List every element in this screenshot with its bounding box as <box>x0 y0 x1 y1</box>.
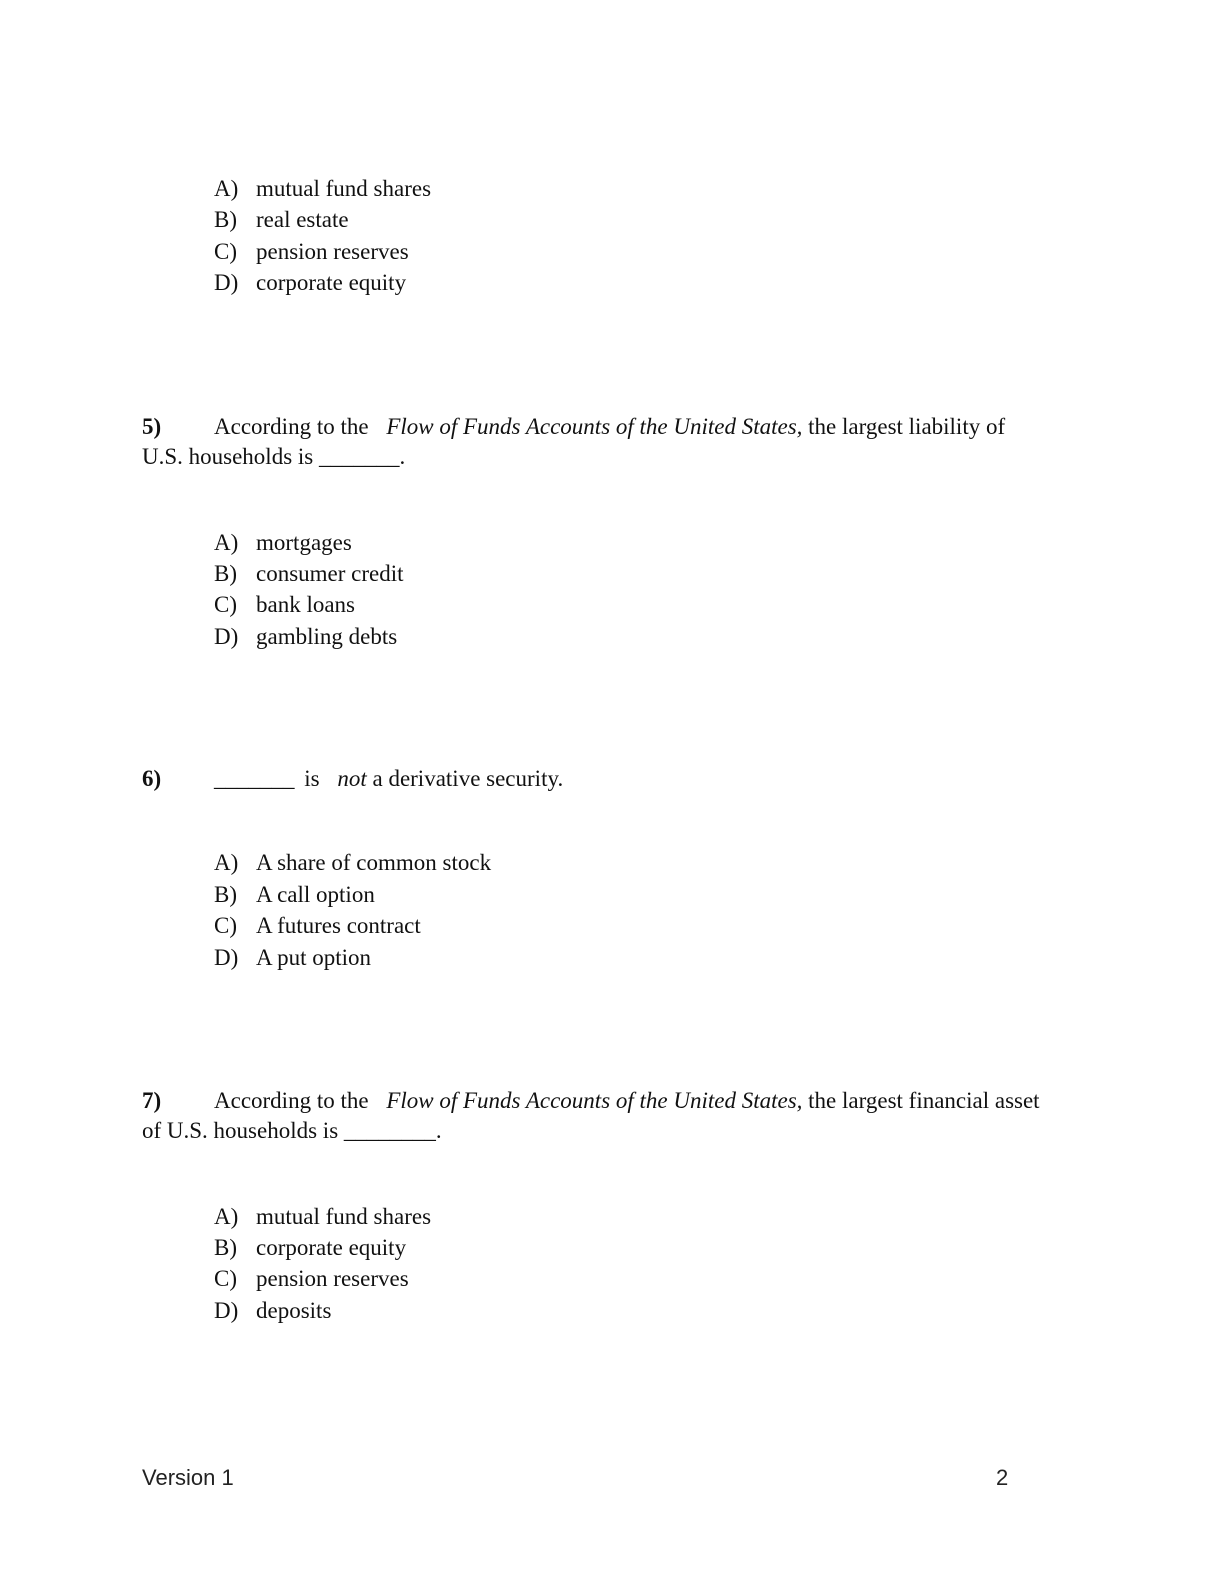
option-text: A futures contract <box>256 913 421 938</box>
option-letter: D) <box>214 945 239 970</box>
option-letter: C) <box>214 913 237 938</box>
option-item <box>214 589 355 620</box>
question-number: 7) <box>142 1088 162 1113</box>
option-letter: C) <box>214 1266 237 1291</box>
option-item <box>214 1232 406 1263</box>
option-item <box>214 910 421 941</box>
option-text: corporate equity <box>256 270 407 295</box>
option-letter: B) <box>214 882 237 907</box>
stem-text: According to the <box>214 414 369 439</box>
option-letter: A) <box>214 850 239 875</box>
question-stem-line2: of U.S. households is ________. <box>142 1118 442 1143</box>
stem-text: the largest financial asset <box>808 1088 1040 1113</box>
option-text: bank loans <box>256 592 356 617</box>
question-stem-line1 <box>214 766 563 792</box>
option-item <box>214 621 397 652</box>
question-stem-line1 <box>214 1088 1040 1114</box>
option-item <box>214 1201 431 1232</box>
stem-text: the largest liability of <box>808 414 1006 439</box>
option-item <box>214 204 349 235</box>
option-letter: B) <box>214 1235 237 1260</box>
stem-text: is <box>304 766 320 791</box>
stem-blank: _______ <box>214 766 295 791</box>
option-text: corporate equity <box>256 1235 407 1260</box>
option-item <box>214 558 404 589</box>
option-item <box>214 942 371 973</box>
question-stem-line2: U.S. households is _______. <box>142 444 406 469</box>
option-text: pension reserves <box>256 1266 409 1291</box>
option-text: A put option <box>256 945 372 970</box>
option-text: deposits <box>256 1298 332 1323</box>
option-text: A call option <box>256 882 375 907</box>
option-text: A share of common stock <box>256 850 492 875</box>
option-text: mutual fund shares <box>256 176 432 201</box>
option-item <box>214 267 406 298</box>
option-letter: A) <box>214 530 239 555</box>
question-stem-line1 <box>214 414 1005 440</box>
option-item <box>214 1295 331 1326</box>
option-item <box>214 527 352 558</box>
stem-text: According to the <box>214 1088 369 1113</box>
option-letter: A) <box>214 1204 239 1229</box>
option-item <box>214 236 409 267</box>
option-letter: C) <box>214 239 237 264</box>
option-letter: A) <box>214 176 239 201</box>
stem-text: a derivative security. <box>372 766 564 791</box>
option-letter: B) <box>214 207 237 232</box>
option-letter: D) <box>214 1298 239 1323</box>
option-letter: C) <box>214 592 237 617</box>
option-item <box>214 173 431 204</box>
option-item <box>214 1263 409 1294</box>
footer-page-number: 2 <box>996 1465 1009 1490</box>
question-number: 6) <box>142 766 162 791</box>
option-letter: B) <box>214 561 237 586</box>
option-text: mortgages <box>256 530 352 555</box>
option-letter: D) <box>214 624 239 649</box>
stem-italic-title: Flow of Funds Accounts of the United States, <box>386 414 803 439</box>
option-text: mutual fund shares <box>256 1204 432 1229</box>
option-text: pension reserves <box>256 239 409 264</box>
option-letter: D) <box>214 270 239 295</box>
footer-version: Version 1 <box>142 1465 234 1490</box>
option-item <box>214 879 375 910</box>
option-text: real estate <box>256 207 349 232</box>
option-item <box>214 847 491 878</box>
stem-italic-title: Flow of Funds Accounts of the United States, <box>386 1088 803 1113</box>
option-text: consumer credit <box>256 561 404 586</box>
question-number: 5) <box>142 414 162 439</box>
option-text: gambling debts <box>256 624 398 649</box>
stem-italic-word: not <box>337 766 367 791</box>
